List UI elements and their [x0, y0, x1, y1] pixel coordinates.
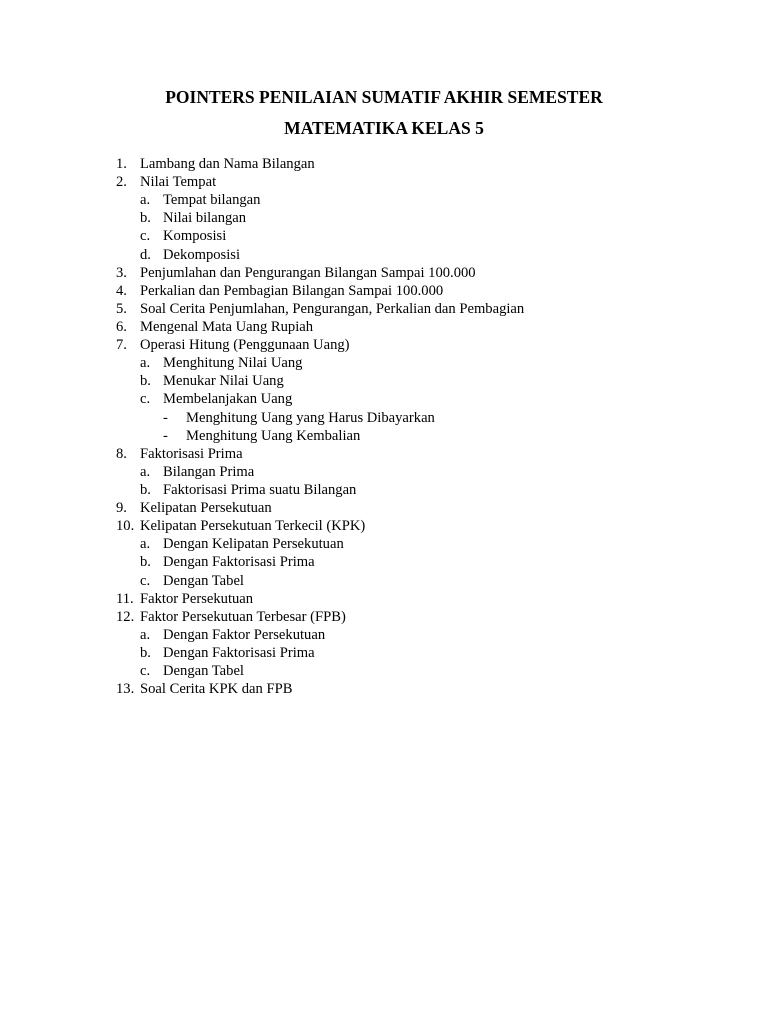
- outline-subitem: [0, 227, 768, 245]
- outline-marker: -: [163, 427, 168, 444]
- outline-text: Tempat bilangan: [163, 192, 261, 209]
- outline-item: [0, 155, 768, 173]
- document-subtitle: MATEMATIKA KELAS 5: [284, 118, 484, 138]
- outline-marker: 13.: [116, 681, 135, 698]
- outline-item: [0, 336, 768, 354]
- outline-text: Dengan Faktor Persekutuan: [163, 626, 326, 643]
- outline-text: Dekomposisi: [163, 246, 241, 263]
- outline-subitem: [0, 246, 768, 264]
- outline-subitem: [0, 626, 768, 644]
- outline-marker: b.: [140, 210, 151, 227]
- outline-text: Menghitung Uang Kembalian: [186, 427, 361, 444]
- outline-text: Soal Cerita Penjumlahan, Pengurangan, Perkalian dan Pembagian: [140, 300, 525, 317]
- outline-marker: a.: [140, 626, 151, 643]
- outline-text: Menukar Nilai Uang: [163, 373, 284, 390]
- outline-text: Dengan Tabel: [163, 572, 244, 589]
- outline-marker: c.: [140, 663, 151, 680]
- outline-marker: c.: [140, 391, 151, 408]
- outline-text: Membelanjakan Uang: [163, 391, 293, 408]
- outline-subsubitem: [0, 427, 768, 445]
- outline-marker: 4.: [116, 282, 127, 299]
- outline-text: Faktorisasi Prima: [140, 445, 243, 462]
- outline-marker: 12.: [116, 608, 135, 625]
- outline-text: Menghitung Uang yang Harus Dibayarkan: [186, 409, 435, 426]
- outline-item: [0, 264, 768, 282]
- outline-subitem: [0, 553, 768, 571]
- outline-text: Nilai Tempat: [140, 174, 217, 191]
- outline-text: Komposisi: [163, 228, 227, 245]
- outline-marker: a.: [140, 536, 151, 553]
- outline-item: [0, 680, 768, 698]
- outline-subitem: [0, 390, 768, 408]
- outline-item: [0, 173, 768, 191]
- outline-item: [0, 282, 768, 300]
- outline-text: Operasi Hitung (Penggunaan Uang): [140, 337, 350, 354]
- topic-outline: [0, 155, 768, 698]
- outline-marker: 6.: [116, 318, 127, 335]
- outline-marker: c.: [140, 228, 151, 245]
- outline-text: Kelipatan Persekutuan Terkecil (KPK): [140, 518, 366, 535]
- outline-marker: b.: [140, 373, 151, 390]
- outline-marker: a.: [140, 355, 151, 372]
- outline-marker: 7.: [116, 337, 127, 354]
- outline-marker: c.: [140, 572, 151, 589]
- outline-subitem: [0, 535, 768, 553]
- outline-item: [0, 499, 768, 517]
- outline-text: Perkalian dan Pembagian Bilangan Sampai 100.000: [140, 282, 444, 299]
- outline-marker: 3.: [116, 264, 127, 281]
- outline-marker: 2.: [116, 174, 127, 191]
- outline-text: Bilangan Prima: [163, 463, 255, 480]
- outline-subitem: [0, 644, 768, 662]
- outline-item: [0, 445, 768, 463]
- outline-subsubitem: [0, 409, 768, 427]
- outline-text: Faktor Persekutuan: [140, 590, 254, 607]
- outline-item: [0, 318, 768, 336]
- outline-marker: 11.: [116, 590, 134, 607]
- outline-subitem: [0, 209, 768, 227]
- outline-marker: -: [163, 409, 168, 426]
- document-title: POINTERS PENILAIAN SUMATIF AKHIR SEMESTER: [165, 87, 603, 107]
- outline-item: [0, 300, 768, 318]
- outline-item: [0, 517, 768, 535]
- outline-text: Soal Cerita KPK dan FPB: [140, 681, 293, 698]
- outline-item: [0, 608, 768, 626]
- outline-subitem: [0, 191, 768, 209]
- outline-marker: 9.: [116, 500, 127, 517]
- outline-marker: 1.: [116, 156, 127, 172]
- outline-subitem: [0, 463, 768, 481]
- outline-text: Nilai bilangan: [163, 210, 247, 227]
- outline-text: Mengenal Mata Uang Rupiah: [140, 318, 314, 335]
- outline-marker: a.: [140, 463, 151, 480]
- outline-text: Dengan Faktorisasi Prima: [163, 644, 315, 661]
- outline-subitem: [0, 572, 768, 590]
- outline-marker: b.: [140, 481, 151, 498]
- outline-text: Faktorisasi Prima suatu Bilangan: [163, 481, 357, 498]
- outline-text: Dengan Kelipatan Persekutuan: [163, 536, 344, 553]
- outline-marker: d.: [140, 246, 151, 263]
- outline-text: Lambang dan Nama Bilangan: [140, 156, 315, 172]
- outline-marker: 5.: [116, 300, 127, 317]
- outline-marker: 8.: [116, 445, 127, 462]
- outline-subitem: [0, 481, 768, 499]
- outline-text: Kelipatan Persekutuan: [140, 500, 272, 517]
- outline-subitem: [0, 662, 768, 680]
- outline-marker: a.: [140, 192, 151, 209]
- outline-text: Dengan Faktorisasi Prima: [163, 554, 315, 571]
- outline-item: [0, 590, 768, 608]
- outline-text: Dengan Tabel: [163, 663, 244, 680]
- outline-marker: b.: [140, 644, 151, 661]
- outline-marker: b.: [140, 554, 151, 571]
- outline-text: Faktor Persekutuan Terbesar (FPB): [140, 608, 346, 625]
- outline-text: Penjumlahan dan Pengurangan Bilangan Sampai 100.000: [140, 264, 476, 281]
- outline-subitem: [0, 354, 768, 372]
- outline-marker: 10.: [116, 518, 135, 535]
- outline-subitem: [0, 372, 768, 390]
- outline-text: Menghitung Nilai Uang: [163, 355, 303, 372]
